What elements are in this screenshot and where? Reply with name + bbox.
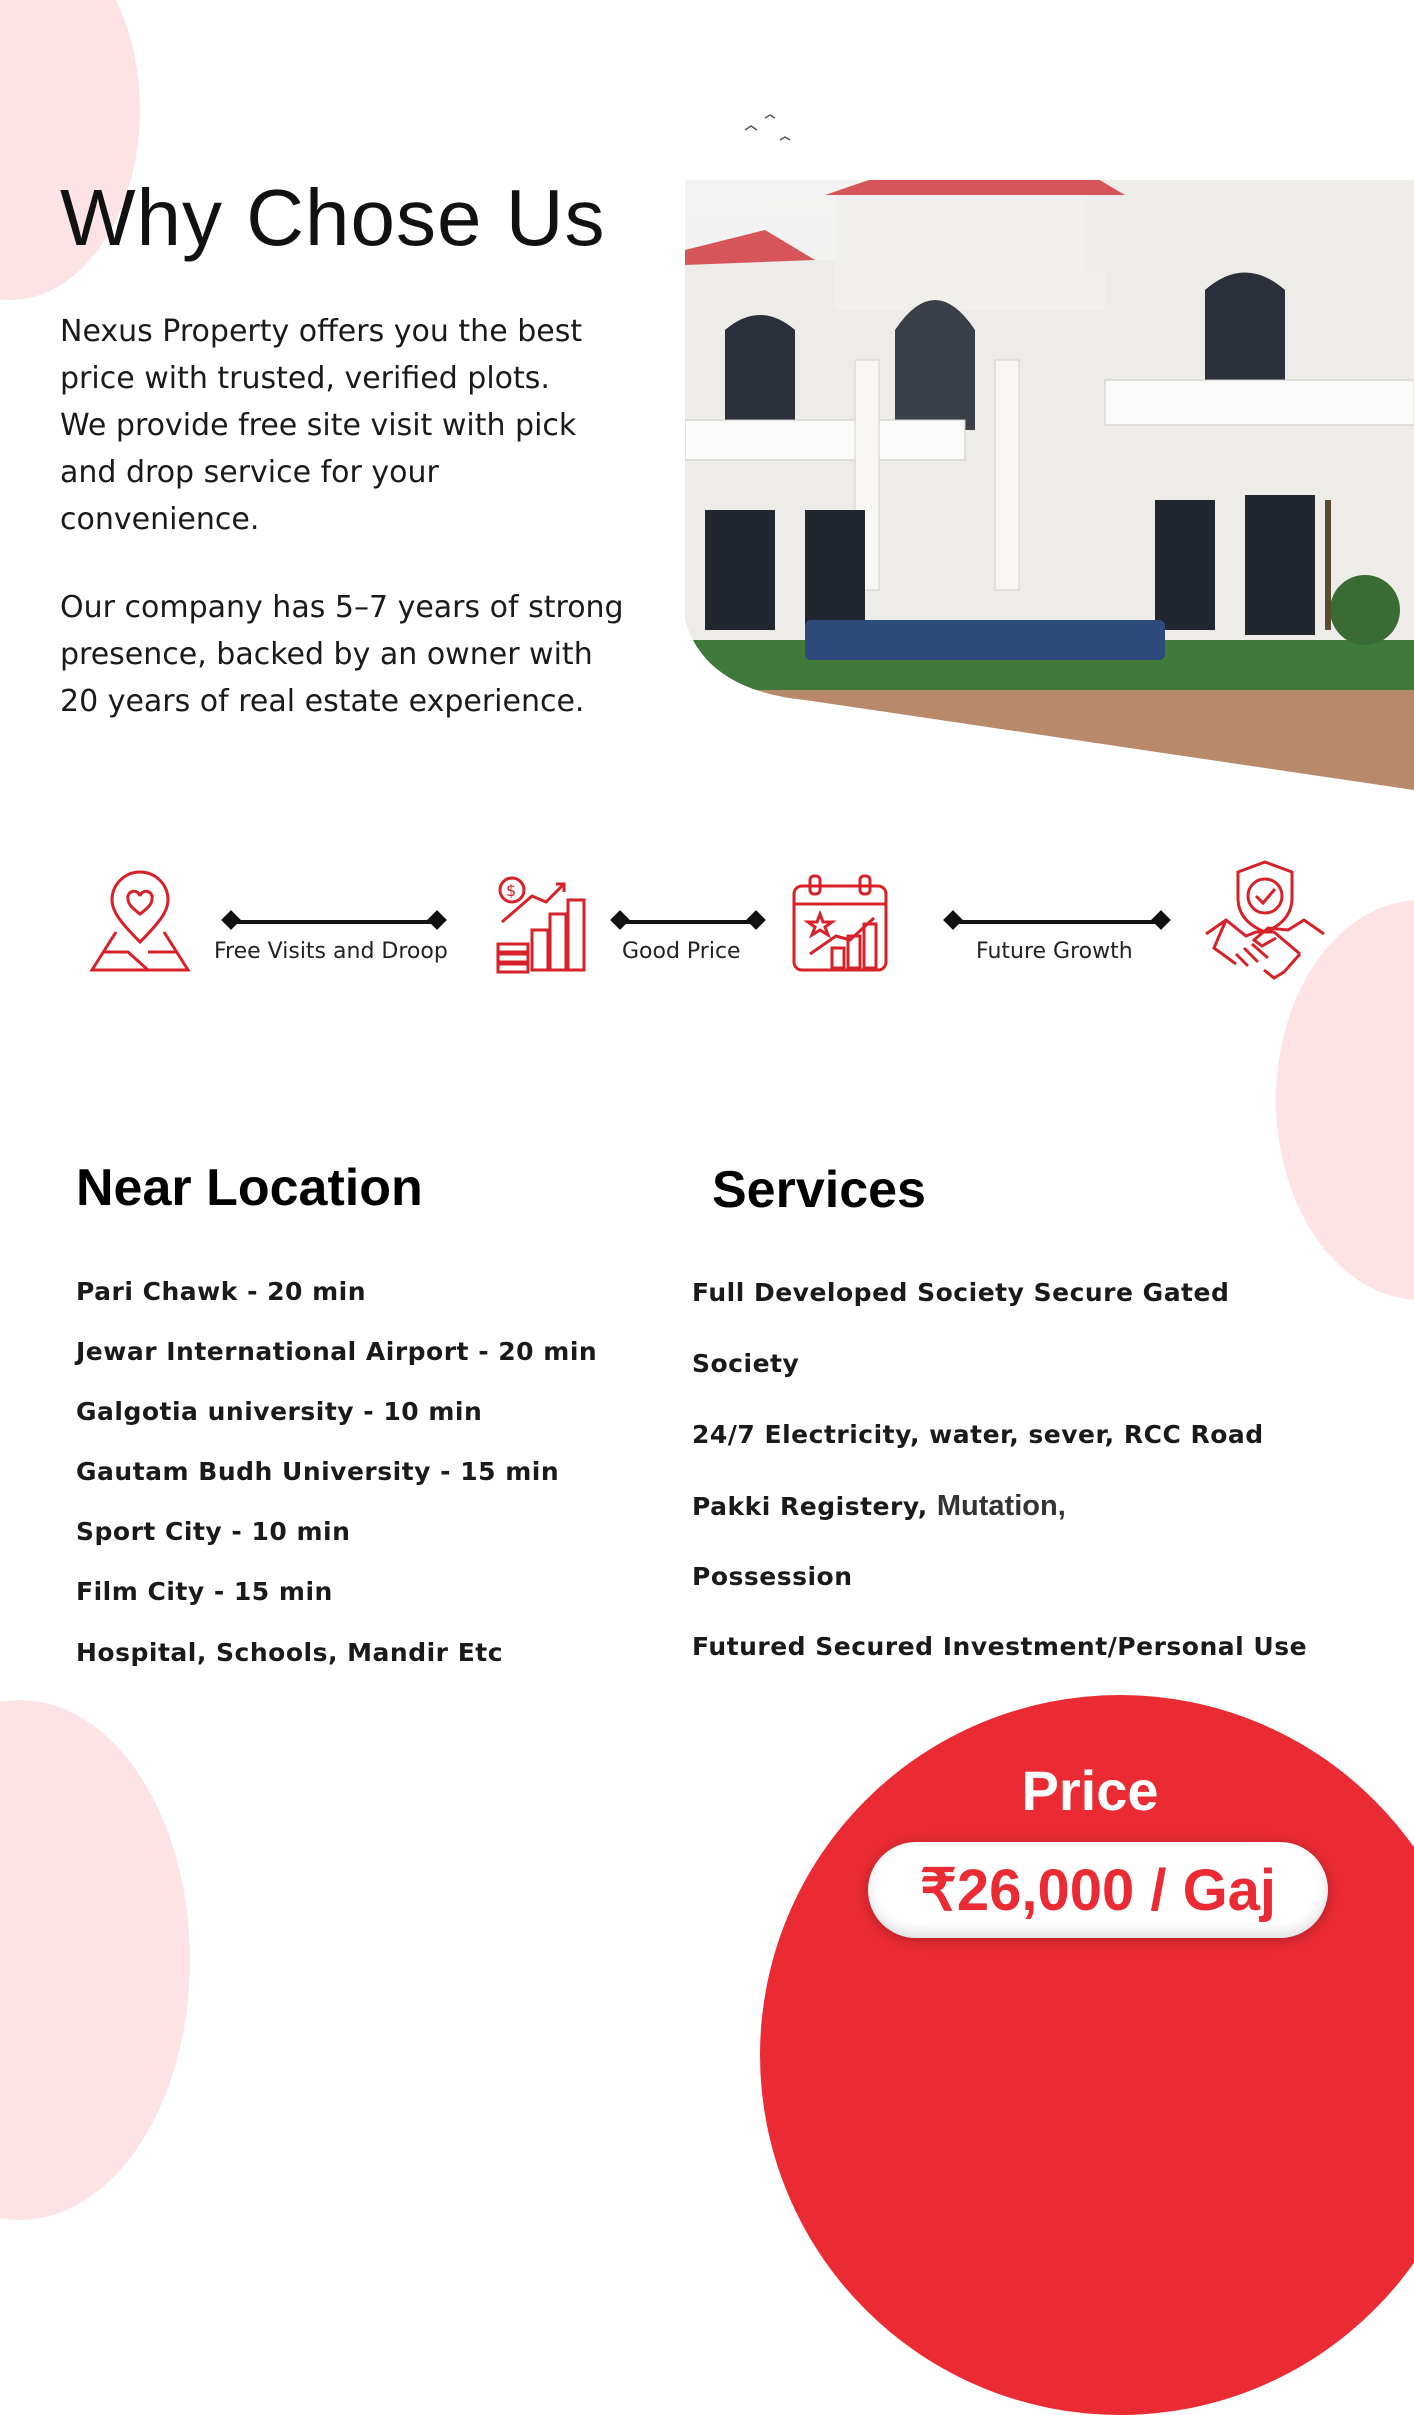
service-item: Society xyxy=(692,1349,800,1378)
villa-image xyxy=(685,0,1414,790)
services-title: Services xyxy=(712,1161,926,1219)
location-item: Sport City - 10 min xyxy=(76,1517,351,1546)
service-mutation-text: Mutation, xyxy=(936,1490,1066,1522)
svg-text:$: $ xyxy=(506,881,517,900)
feature-label-future-growth: Future Growth xyxy=(976,939,1133,964)
why-choose-us-title: Why Chose Us xyxy=(60,173,606,262)
feature-label-free-visits: Free Visits and Droop xyxy=(214,939,448,964)
price-badge xyxy=(868,1842,1328,1938)
service-item: Full Developed Society Secure Gated xyxy=(692,1278,1230,1307)
location-item: Hospital, Schools, Mandir Etc xyxy=(76,1638,504,1667)
experience-paragraph: Our company has 5–7 years of strong presence, backed by an owner with 20 years of real estate experience. xyxy=(60,590,624,719)
connector-line-3 xyxy=(953,920,1161,924)
decorative-blob-bottom-left xyxy=(0,1700,190,2220)
location-item: Jewar International Airport - 20 min xyxy=(76,1337,598,1366)
service-item xyxy=(692,1490,1066,1523)
feature-label-good-price: Good Price xyxy=(622,939,741,964)
connector-line-1 xyxy=(231,920,437,924)
service-item: Futured Secured Investment/Personal Use xyxy=(692,1632,1308,1661)
location-item: Film City - 15 min xyxy=(76,1577,333,1606)
service-item: Possession xyxy=(692,1562,853,1591)
connector-line-2 xyxy=(620,920,756,924)
intro-paragraph: Nexus Property offers you the best price with trusted, verified plots. We provide free site visit with pick and drop service for your convenience. xyxy=(60,314,583,537)
price-value: ₹26,000 / Gaj xyxy=(919,1858,1277,1923)
service-registry-text: Pakki Registery, xyxy=(692,1492,937,1521)
location-item: Galgotia university - 10 min xyxy=(76,1397,483,1426)
service-item: 24/7 Electricity, water, sever, RCC Road xyxy=(692,1420,1264,1449)
price-title: Price xyxy=(1021,1759,1159,1822)
location-item: Gautam Budh University - 15 min xyxy=(76,1457,560,1486)
handshake-shield-icon xyxy=(1204,858,1326,988)
calendar-growth-icon xyxy=(790,874,890,972)
location-map-icon xyxy=(88,870,192,976)
price-growth-icon xyxy=(494,872,588,974)
location-item: Pari Chawk - 20 min xyxy=(76,1277,367,1306)
near-location-title: Near Location xyxy=(76,1159,423,1217)
